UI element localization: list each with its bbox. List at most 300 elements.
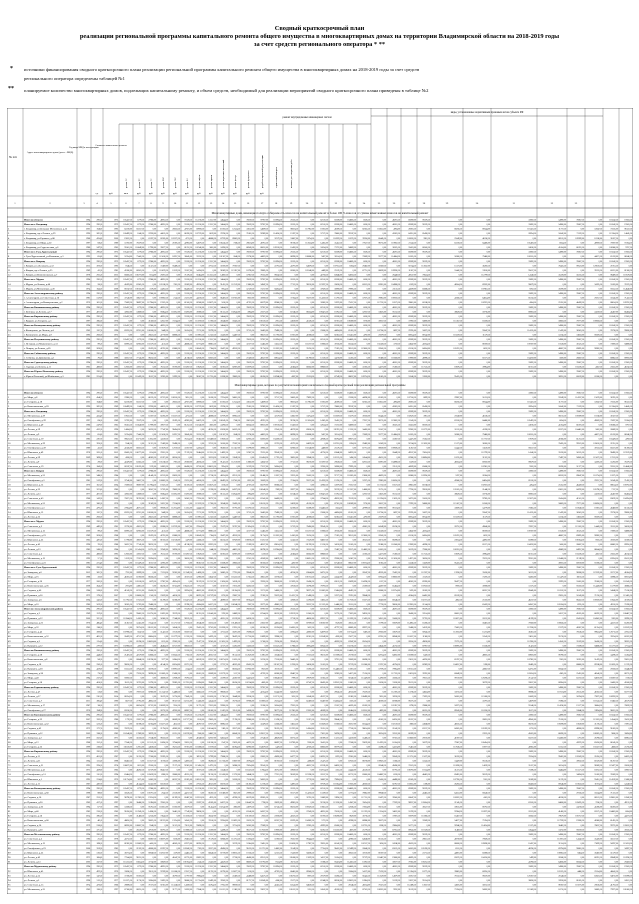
- row-value: 94910,50: [362, 613, 370, 615]
- row-value: 98535,50: [184, 618, 192, 620]
- row-value: 11267,50: [408, 270, 416, 272]
- row-value: 98210,00: [306, 461, 314, 463]
- row-value: 97907,00: [260, 261, 268, 263]
- row-value: 14286,50: [148, 811, 156, 813]
- row-value: 0,00: [213, 540, 217, 542]
- row-value: 34644,50: [220, 411, 228, 413]
- row-value: 6778,50: [137, 609, 144, 611]
- row-value: 74552,50: [274, 344, 282, 346]
- row-value: 0,00: [189, 581, 193, 583]
- row-value: 0,00: [251, 503, 255, 505]
- row-value: 1993: [114, 402, 118, 404]
- row-value: 67246,50: [290, 494, 298, 496]
- row-value: 0,00: [201, 806, 205, 808]
- row-value: 0,00: [629, 549, 633, 551]
- row-address: г. Собинка, ул.Димитрова, д.1: [24, 356, 55, 359]
- row-value: 105291,50: [453, 348, 462, 350]
- row-value: 0,00: [629, 397, 633, 399]
- row-value: 42983,00: [184, 420, 192, 422]
- row-value: 86246,50: [624, 434, 632, 436]
- row-value: 1048,0: [96, 402, 102, 404]
- header-column-number: 13: [210, 202, 213, 205]
- row-value: 54980,00: [558, 261, 566, 263]
- row-value: 29055,50: [558, 595, 566, 597]
- row-value: 15700,50: [334, 480, 342, 482]
- row-value: 104685,50: [347, 219, 356, 221]
- row-value: 0,00: [311, 224, 315, 226]
- row-value: 93496,50: [172, 265, 180, 267]
- row-address: г. Ковров, ул.Абельмана, д.12: [24, 264, 55, 267]
- row-value: 39279,50: [184, 806, 192, 808]
- row-address: г. Покров, ул.Ленина, д.85: [24, 347, 51, 350]
- row-value: 83777,50: [624, 691, 632, 693]
- row-value: 90376,50: [422, 714, 430, 716]
- row-value: 68907,50: [184, 710, 192, 712]
- row-value: 102620,50: [407, 238, 416, 240]
- row-value: 4334,0: [96, 415, 102, 417]
- row-value: 69996,00: [594, 728, 602, 730]
- row-value: 82992,00: [246, 747, 254, 749]
- row-value: 14544,50: [610, 719, 618, 721]
- row-value: 0,00: [141, 475, 145, 477]
- row-value: 0,00: [581, 461, 585, 463]
- row-value: 33892,50: [528, 224, 536, 226]
- row-value: 3984,00: [247, 494, 254, 496]
- row-value: 90679,50: [528, 284, 536, 286]
- row-value: 0,00: [397, 806, 401, 808]
- row-value: 78637,50: [594, 825, 602, 827]
- row-value: 0,00: [177, 567, 181, 569]
- row-number: 63: [8, 718, 11, 721]
- row-value: 96122,50: [624, 402, 632, 404]
- row-value: 67246,50: [290, 311, 298, 313]
- row-value: 0,00: [599, 466, 603, 468]
- row-value: 106672,00: [123, 765, 132, 767]
- row-value: 6778,50: [137, 471, 144, 473]
- row-value: 0,00: [459, 733, 463, 735]
- row-value: 0,00: [177, 392, 181, 394]
- row-value: 18472,50: [378, 797, 386, 799]
- row-value: 0,00: [383, 627, 387, 629]
- row-value: 53745,50: [558, 334, 566, 336]
- document-subtitle-funding: за счет средств регионального оператора * **: [0, 41, 639, 49]
- row-value: 72992,50: [408, 321, 416, 323]
- row-value: 19583,50: [624, 411, 632, 413]
- row-value: 104281,50: [289, 627, 298, 629]
- row-value: 95864,50: [160, 494, 168, 496]
- row-value: 0,00: [581, 242, 585, 244]
- row-value: 2903,0: [96, 751, 102, 753]
- row-value: 6980,50: [161, 774, 168, 776]
- row-value: 108714,50: [219, 659, 228, 661]
- row-value: 68458,50: [528, 783, 536, 785]
- row-value: 74833,00: [576, 517, 584, 519]
- row-value: 45126,50: [306, 321, 314, 323]
- row-value: 0,00: [251, 691, 255, 693]
- row-value: 13557,00: [208, 261, 216, 263]
- row-value: 99725,00: [610, 825, 618, 827]
- row-value: 2214,0: [96, 376, 102, 378]
- row-value: 9730,00: [363, 503, 370, 505]
- row-value: 1970: [86, 302, 90, 304]
- row-value: 117962,00: [305, 229, 314, 231]
- row-value: 74934,00: [594, 710, 602, 712]
- row-value: 77650,00: [196, 498, 204, 500]
- header-col-cost: Стоимость капитального ремонта: [95, 145, 126, 147]
- row-value: 41602,50: [594, 691, 602, 693]
- row-value: 0,00: [325, 659, 329, 661]
- row-value: 0,00: [177, 756, 181, 758]
- row-value: 1790,0: [96, 595, 102, 597]
- row-value: 112799,50: [481, 275, 490, 277]
- row-value: 112216,00: [195, 834, 204, 836]
- row-value: 1984: [114, 558, 118, 560]
- row-value: 1985: [86, 461, 90, 463]
- row-value: 0,00: [153, 270, 157, 272]
- row-value: 59009,00: [348, 659, 356, 661]
- row-value: 50569,50: [378, 443, 386, 445]
- row-number: 54: [8, 667, 11, 670]
- row-address: ул. Ленина, д.33: [24, 493, 41, 496]
- row-value: 7137,50: [611, 489, 618, 491]
- row-value: 68054,50: [408, 517, 416, 519]
- row-value: 78031,50: [422, 678, 430, 680]
- row-value: 48953,50: [160, 261, 168, 263]
- row-value: 21996,50: [184, 604, 192, 606]
- row-value: 836,0: [98, 242, 103, 244]
- row-value: 0,00: [237, 353, 241, 355]
- row-value: 67650,50: [348, 760, 356, 762]
- row-value: 120408,50: [557, 558, 566, 560]
- row-value: 0,00: [339, 728, 343, 730]
- header-subcolumn: ремонт ГС: [151, 178, 153, 188]
- row-value: 5319,50: [261, 553, 268, 555]
- row-value: 113349,50: [183, 572, 192, 574]
- row-value: 40570,00: [624, 701, 632, 703]
- row-value: 64351,00: [408, 233, 416, 235]
- row-value: 0,00: [581, 747, 585, 749]
- row-value: 19583,50: [624, 353, 632, 355]
- row-value: 39683,50: [232, 563, 240, 565]
- row-value: 107659,50: [421, 586, 430, 588]
- row-value: 2446,50: [209, 549, 216, 551]
- row-value: 0,00: [339, 586, 343, 588]
- row-value: 90376,50: [422, 279, 430, 281]
- row-value: 97076,50: [320, 783, 328, 785]
- row-value: 88435,00: [320, 682, 328, 684]
- row-value: 21693,50: [148, 348, 156, 350]
- row-value: 14645,50: [624, 233, 632, 235]
- row-value: 19931,50: [232, 627, 240, 629]
- row-value: 18573,50: [392, 484, 400, 486]
- row-number: 45: [8, 621, 11, 624]
- row-address: ул. Гагарина, д.22: [24, 718, 43, 721]
- row-value: 62611,50: [334, 581, 342, 583]
- row-value: 0,00: [599, 316, 603, 318]
- row-value: 34644,50: [220, 353, 228, 355]
- row-value: 4567,50: [595, 367, 602, 369]
- row-value: 4334,0: [96, 238, 102, 240]
- row-value: 118994,50: [273, 834, 282, 836]
- row-value: 118388,50: [195, 747, 204, 749]
- row-value: 2143,50: [173, 298, 180, 300]
- row-value: 103473,50: [183, 599, 192, 601]
- row-value: 118287,50: [183, 367, 192, 369]
- row-value: 103148,00: [305, 448, 314, 450]
- row-number: 34: [8, 375, 11, 378]
- row-value: 39156,00: [334, 530, 342, 532]
- row-value: 38651,00: [260, 576, 268, 578]
- row-value: 116323,50: [245, 770, 254, 772]
- row-value: 0,00: [129, 737, 133, 739]
- row-value: 0,00: [265, 265, 269, 267]
- row-value: 103271,50: [159, 724, 168, 726]
- row-value: 54778,00: [482, 507, 490, 509]
- row-value: 85438,50: [422, 406, 430, 408]
- row-value: 81858,50: [260, 563, 268, 565]
- row-value: 0,00: [237, 521, 241, 523]
- row-value: 77953,00: [232, 572, 240, 574]
- row-value: 1995: [86, 673, 90, 675]
- row-address: ул. Гагарина, д.22: [24, 746, 43, 749]
- row-value: 80500,50: [422, 425, 430, 427]
- row-value: 28472,00: [220, 348, 228, 350]
- row-value: 105740,50: [159, 461, 168, 463]
- row-value: 51624,50: [184, 512, 192, 514]
- row-value: 6778,50: [137, 834, 144, 836]
- row-value: 34644,50: [220, 714, 228, 716]
- row-value: 113731,00: [407, 756, 416, 758]
- row-address: ул. Мира, д.16: [24, 603, 39, 606]
- row-value: 0,00: [129, 334, 133, 336]
- row-value: 0,00: [265, 599, 269, 601]
- row-value: 77448,00: [172, 618, 180, 620]
- row-value: 88839,00: [378, 270, 386, 272]
- row-value: 67953,50: [392, 829, 400, 831]
- row-value: 0,00: [295, 544, 299, 546]
- row-value: 73441,50: [136, 434, 144, 436]
- row-value: 62510,50: [320, 293, 328, 295]
- row-value: 31827,50: [610, 238, 618, 240]
- row-address: г. Вязники, ул.Ленина, д.17: [24, 310, 52, 313]
- row-value: 67572,00: [172, 645, 180, 647]
- row-value: 30593,00: [610, 540, 618, 542]
- row-address: ул. Заводская, д.22: [24, 621, 44, 624]
- row-value: 99242,50: [274, 275, 282, 277]
- row-value: 24319,50: [594, 494, 602, 496]
- row-value: 18293,00: [184, 494, 192, 496]
- row-value: 48201,50: [392, 362, 400, 364]
- row-value: 624,0: [98, 256, 103, 258]
- row-value: 0,00: [581, 655, 585, 657]
- row-value: 120610,50: [593, 443, 602, 445]
- row-value: 1996: [86, 357, 90, 359]
- row-value: 66135,50: [148, 397, 156, 399]
- row-value: 1998: [114, 668, 118, 670]
- section-1-title: Многоквартирные дома, имеющие полную собираемость взносов на капитальный ремонт и более 100 % взносов от суммы начисленных взносов на капитальный ремонт: [212, 211, 429, 216]
- row-value: 77425,50: [334, 348, 342, 350]
- row-value: 91128,50: [184, 411, 192, 413]
- row-value: 25172,50: [274, 682, 282, 684]
- row-value: 97503,00: [208, 627, 216, 629]
- row-value: 0,00: [251, 535, 255, 537]
- row-value: 68402,50: [124, 760, 132, 762]
- row-value: 0,00: [201, 645, 205, 647]
- row-value: 36911,50: [196, 756, 204, 758]
- row-address: г. Владимир, ул.Большая Московская, д.12: [24, 228, 68, 231]
- row-value: 26081,50: [408, 402, 416, 404]
- row-value: 3380,0: [96, 733, 102, 735]
- row-value: 60019,00: [576, 376, 584, 378]
- row-value: 27866,00: [148, 411, 156, 413]
- row-value: 0,00: [177, 275, 181, 277]
- row-value: 79490,50: [274, 330, 282, 332]
- row-value: 103249,00: [319, 636, 328, 638]
- row-value: 34319,00: [348, 737, 356, 739]
- row-value: 90275,50: [408, 701, 416, 703]
- row-value: 4546,0: [96, 397, 102, 399]
- row-address: Итого по г. Гусь-Хрустальный: [24, 251, 57, 254]
- row-value: 0,00: [295, 747, 299, 749]
- row-address: ул. Советская, д.7: [24, 700, 43, 703]
- row-value: 88738,00: [362, 760, 370, 762]
- row-value: 88132,00: [274, 613, 282, 615]
- row-value: 108209,50: [159, 705, 168, 707]
- row-value: 72712,00: [196, 512, 204, 514]
- row-value: 0,00: [397, 595, 401, 597]
- row-value: 0,00: [311, 275, 315, 277]
- row-value: 27866,00: [148, 650, 156, 652]
- row-value: 0,00: [487, 641, 491, 643]
- row-value: 34947,50: [260, 461, 268, 463]
- row-value: 49335,00: [378, 572, 386, 574]
- row-value: 80747,50: [124, 466, 132, 468]
- row-value: 0,00: [581, 811, 585, 813]
- row-value: 20335,50: [290, 252, 298, 254]
- row-value: 90376,50: [422, 687, 430, 689]
- row-value: 69289,00: [408, 392, 416, 394]
- row-value: 1972: [114, 334, 118, 336]
- row-value: 23231,00: [184, 298, 192, 300]
- row-value: 0,00: [237, 802, 241, 804]
- row-value: 117636,50: [453, 747, 462, 749]
- row-value: 1994: [86, 788, 90, 790]
- row-value: 44823,50: [260, 256, 268, 258]
- row-value: 1968: [86, 742, 90, 744]
- row-value: 104483,50: [319, 507, 328, 509]
- row-value: 1994: [86, 261, 90, 263]
- row-value: 10841,00: [610, 599, 618, 601]
- row-value: 98917,00: [408, 802, 416, 804]
- row-value: 76067,50: [576, 521, 584, 523]
- header-column-number: 25: [378, 202, 381, 205]
- row-value: 1960: [114, 655, 118, 657]
- row-value: 43162,50: [378, 719, 386, 721]
- row-value: 83575,50: [594, 811, 602, 813]
- row-value: 89669,50: [320, 367, 328, 369]
- row-address: Итого по области: [24, 391, 43, 394]
- row-value: 10538,00: [558, 530, 566, 532]
- row-value: 97907,00: [260, 339, 268, 341]
- row-value: 1207,0: [96, 512, 102, 514]
- row-value: 103451,00: [347, 334, 356, 336]
- row-value: 67145,50: [274, 806, 282, 808]
- row-value: 4668,50: [611, 747, 618, 749]
- row-value: 76067,50: [576, 687, 584, 689]
- row-value: 0,00: [563, 645, 567, 647]
- row-value: 0,00: [487, 316, 491, 318]
- row-value: 11974,50: [594, 783, 602, 785]
- row-value: 63947,00: [348, 641, 356, 643]
- row-value: 6632,50: [483, 535, 490, 537]
- row-value: 1996: [114, 330, 118, 332]
- row-value: 0,00: [487, 595, 491, 597]
- row-value: 0,00: [459, 316, 463, 318]
- row-value: 0,00: [295, 590, 299, 592]
- row-value: 0,00: [383, 466, 387, 468]
- row-value: 76819,50: [246, 316, 254, 318]
- row-value: 106043,50: [195, 535, 204, 537]
- row-value: 36406,50: [136, 802, 144, 804]
- row-value: 0,00: [141, 429, 145, 431]
- row-value: 20010,00: [422, 737, 430, 739]
- row-value: 34240,50: [172, 627, 180, 629]
- row-value: 39380,50: [196, 311, 204, 313]
- row-value: 104685,50: [347, 788, 356, 790]
- header-unit: руб.: [209, 192, 213, 195]
- row-value: 58302,00: [246, 825, 254, 827]
- row-value: 0,00: [265, 793, 269, 795]
- row-value: 97884,50: [454, 811, 462, 813]
- row-value: 1996: [86, 544, 90, 546]
- row-value: 116525,50: [273, 645, 282, 647]
- row-value: 19325,50: [160, 302, 168, 304]
- row-value: 86190,50: [184, 406, 192, 408]
- row-value: 0,00: [581, 311, 585, 313]
- row-value: 0,00: [129, 535, 133, 537]
- row-value: 0,00: [533, 334, 537, 336]
- row-value: 88210,50: [528, 724, 536, 726]
- row-value: 108288,00: [333, 816, 342, 818]
- row-value: 54396,50: [220, 829, 228, 831]
- row-value: 4208,50: [125, 457, 132, 459]
- row-value: 0,00: [563, 632, 567, 634]
- row-value: 20335,50: [290, 521, 298, 523]
- row-value: 0,00: [311, 521, 315, 523]
- row-value: 34644,50: [220, 751, 228, 753]
- row-value: 118242,50: [609, 316, 618, 318]
- row-value: 79569,00: [528, 622, 536, 624]
- row-value: 9707,50: [625, 425, 632, 427]
- row-value: 0,00: [295, 344, 299, 346]
- row-value: 1986: [114, 719, 118, 721]
- row-value: 2638,0: [96, 535, 102, 537]
- row-value: 56865,50: [220, 572, 228, 574]
- row-value: 1965: [114, 425, 118, 427]
- row-value: 43566,50: [454, 480, 462, 482]
- row-value: 30312,50: [306, 549, 314, 551]
- row-value: 1988: [86, 664, 90, 666]
- row-value: 9202,50: [529, 288, 536, 290]
- row-value: 93799,50: [208, 512, 216, 514]
- row-value: 0,00: [153, 461, 157, 463]
- row-value: 0,00: [265, 820, 269, 822]
- row-value: 0,00: [237, 687, 241, 689]
- row-value: 117333,50: [391, 673, 400, 675]
- row-value: 28550,50: [408, 641, 416, 643]
- row-value: 103170,50: [147, 344, 156, 346]
- row-value: 88109,50: [482, 344, 490, 346]
